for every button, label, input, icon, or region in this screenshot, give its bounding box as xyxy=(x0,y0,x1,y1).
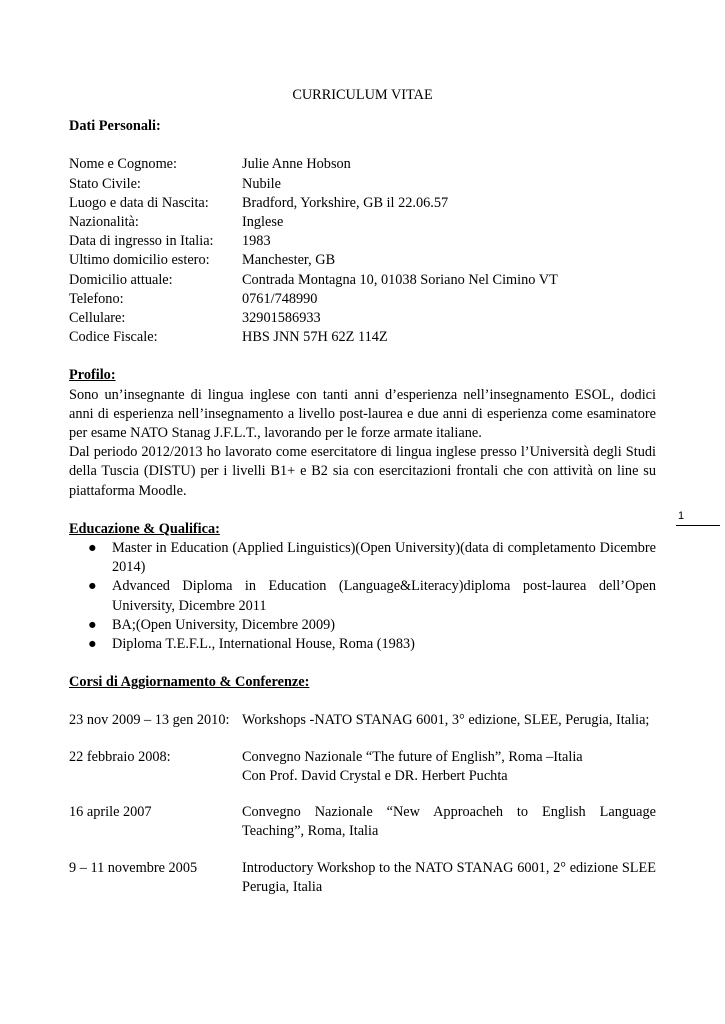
education-item: Diploma T.E.F.L., International House, Roma (1983) xyxy=(112,636,415,653)
personal-row xyxy=(69,251,656,270)
personal-row xyxy=(69,328,656,347)
event-date: 22 febbraio 2008: xyxy=(69,748,171,765)
personal-row xyxy=(69,175,656,194)
list-item xyxy=(88,539,656,577)
event-line: Introductory Workshop to the NATO STANAG 6001, 2° edizione SLEE Perugia, Italia xyxy=(242,859,656,895)
bullet-icon: ● xyxy=(88,636,97,653)
personal-key: Data di ingresso in Italia: xyxy=(69,233,214,250)
personal-value: Manchester, GB xyxy=(242,252,336,269)
spacer xyxy=(69,654,656,673)
personal-row xyxy=(69,232,656,251)
event-text xyxy=(242,748,656,786)
education-list xyxy=(69,539,656,654)
personal-key: Codice Fiscale: xyxy=(69,329,158,346)
personal-heading: Dati Personali: xyxy=(69,118,161,135)
bullet-icon: ● xyxy=(88,578,97,595)
event-line: Convegno Nazionale “The future of English”, Roma –Italia xyxy=(242,748,583,765)
event-text xyxy=(242,803,656,841)
list-item xyxy=(88,577,656,615)
personal-key: Ultimo domicilio estero: xyxy=(69,252,210,269)
cv-page xyxy=(69,86,656,914)
spacer xyxy=(69,136,656,155)
event-text xyxy=(242,859,656,897)
personal-key: Nazionalità: xyxy=(69,214,139,231)
personal-key: Domicilio attuale: xyxy=(69,271,173,288)
course-event xyxy=(69,711,656,730)
profile-paragraph: Sono un’insegnante di lingua inglese con tanti anni d’esperienza nell’insegnamento ESOL, dodici anni di esperienza nell’insegnamento a livello post-laurea e due anni di esperienza come esaminatore per esame NATO Stanag J.F.L.T., lavorando per le forze armate italiane. xyxy=(69,386,656,442)
education-item: Advanced Diploma in Education (Language&Literacy)diploma post-laurea dell’Open University, Dicembre 2011 xyxy=(112,578,656,614)
list-item xyxy=(88,616,656,635)
personal-key: Cellulare: xyxy=(69,310,126,327)
personal-row xyxy=(69,309,656,328)
education-item: BA;(Open University, Dicembre 2009) xyxy=(112,616,336,633)
personal-value: Julie Anne Hobson xyxy=(242,156,351,173)
event-text xyxy=(242,711,656,730)
personal-key: Luogo e data di Nascita: xyxy=(69,194,209,211)
personal-table xyxy=(69,155,656,347)
personal-value: 1983 xyxy=(242,233,271,250)
spacer xyxy=(69,501,656,520)
personal-key: Telefono: xyxy=(69,290,124,307)
personal-row xyxy=(69,290,656,309)
courses-heading: Corsi di Aggiornamento & Conferenze: xyxy=(69,674,310,691)
personal-row xyxy=(69,213,656,232)
bullet-icon: ● xyxy=(88,616,97,633)
personal-key: Nome e Cognome: xyxy=(69,156,178,173)
spacer xyxy=(69,692,656,711)
event-date: 16 aprile 2007 xyxy=(69,804,152,821)
personal-value: 32901586933 xyxy=(242,310,321,327)
personal-row xyxy=(69,271,656,290)
spacer xyxy=(69,347,656,366)
course-event xyxy=(69,748,656,786)
course-event xyxy=(69,859,656,897)
personal-row xyxy=(69,155,656,174)
personal-value: Contrada Montagna 10, 01038 Soriano Nel Cimino VT xyxy=(242,271,558,288)
education-item: Master in Education (Applied Linguistics)(Open University)(data di completamento Dicembre 2014) xyxy=(112,540,656,576)
profile-heading: Profilo: xyxy=(69,367,116,384)
personal-value: 0761/748990 xyxy=(242,290,318,307)
list-item xyxy=(88,635,656,654)
personal-value: Nubile xyxy=(242,175,281,192)
personal-value: Bradford, Yorkshire, GB il 22.06.57 xyxy=(242,194,449,211)
event-line: Workshops -NATO STANAG 6001, 3° edizione, SLEE, Perugia, Italia; xyxy=(242,712,650,729)
personal-value: Inglese xyxy=(242,214,284,231)
event-line: Con Prof. David Crystal e DR. Herbert Puchta xyxy=(242,767,508,784)
profile-paragraph: Dal periodo 2012/2013 ho lavorato come esercitatore di lingua inglese presso l’Università degli Studi della Tuscia (DISTU) per i livelli B1+ e B2 sia con esercitazioni frontali che con attività on line su piattaforma Moodle. xyxy=(69,444,656,499)
document-title: CURRICULUM VITAE xyxy=(292,87,433,103)
event-line: Convegno Nazionale “New Approacheh to English Language Teaching”, Roma, Italia xyxy=(242,804,656,840)
page-number: 1 xyxy=(676,510,720,526)
event-date: 9 – 11 novembre 2005 xyxy=(69,859,198,876)
event-date: 23 nov 2009 – 13 gen 2010: xyxy=(69,712,230,729)
personal-key: Stato Civile: xyxy=(69,175,141,192)
personal-row xyxy=(69,194,656,213)
personal-value: HBS JNN 57H 62Z 114Z xyxy=(242,329,388,346)
course-event xyxy=(69,803,656,841)
bullet-icon: ● xyxy=(88,540,97,557)
education-heading: Educazione & Qualifica: xyxy=(69,520,220,537)
